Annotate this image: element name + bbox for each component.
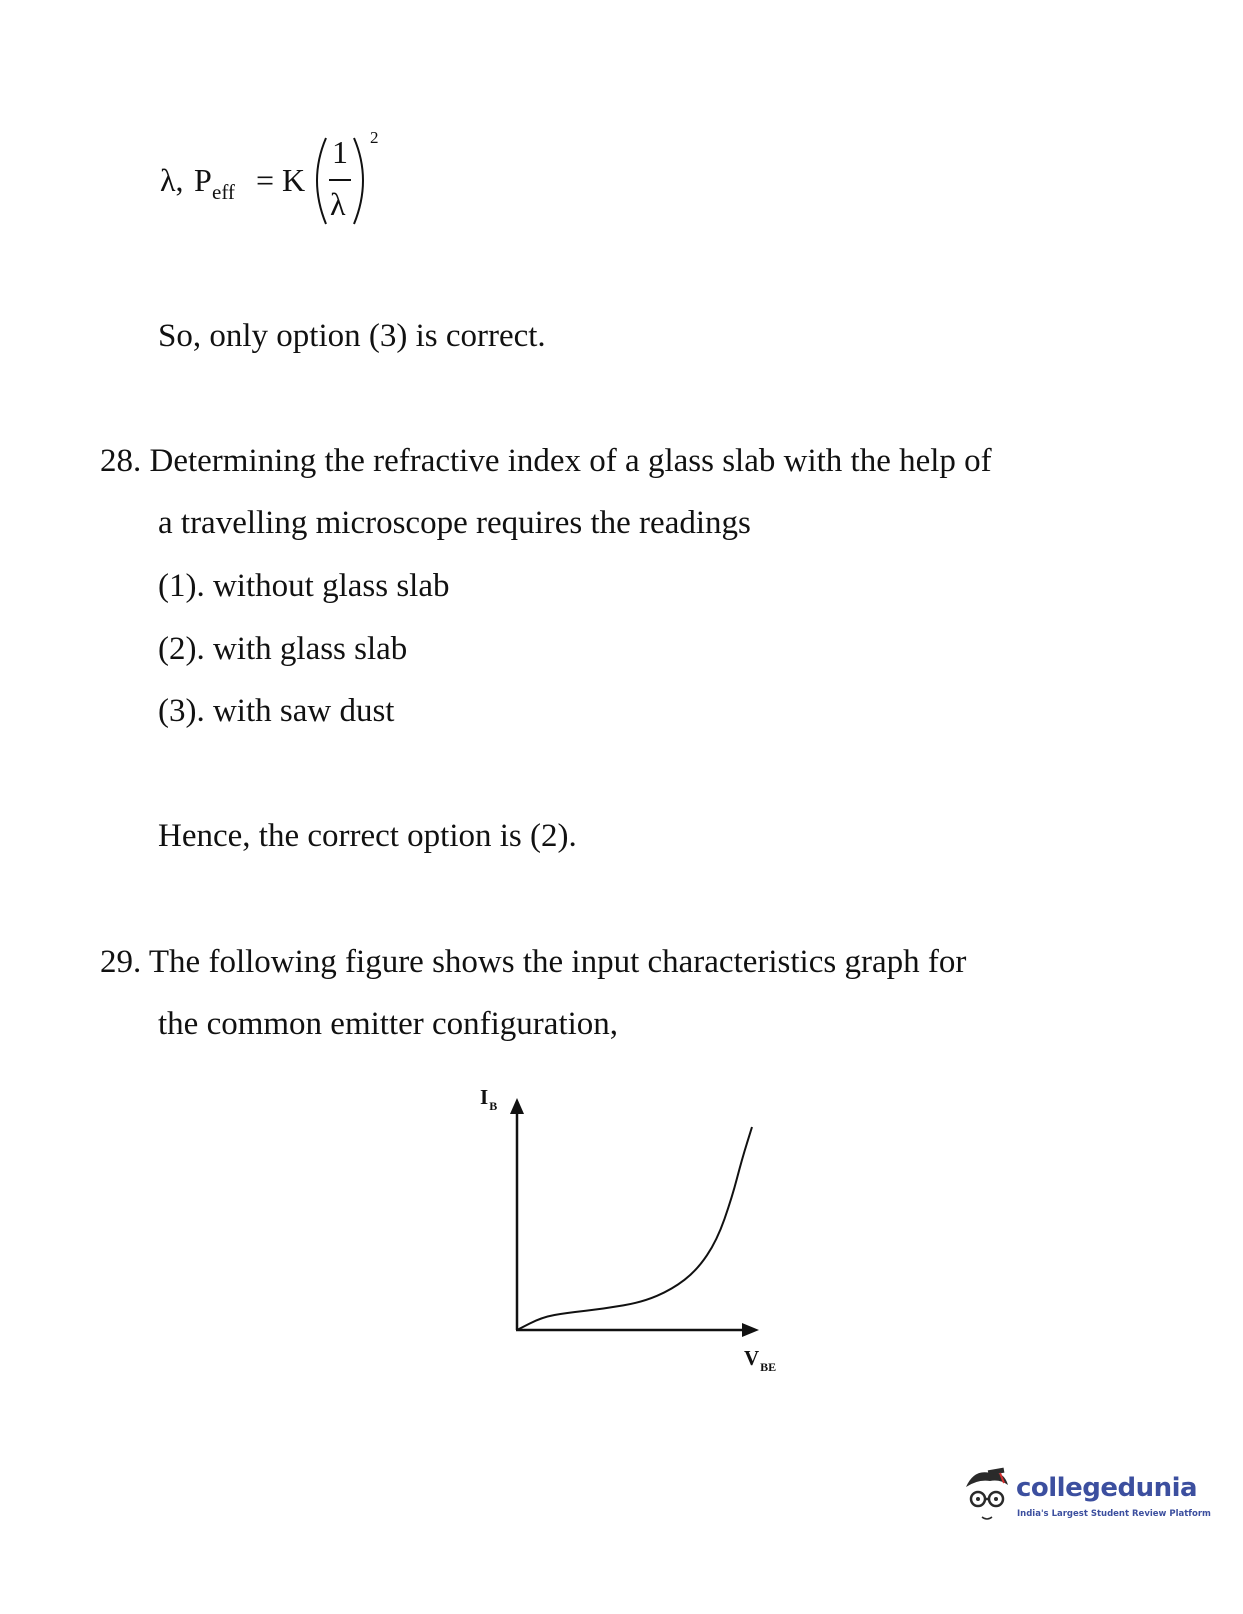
formula-denominator: λ: [330, 186, 346, 222]
question-28-option-1: (1). without glass slab: [158, 568, 450, 604]
question-29-line-1: 29. The following figure shows the input characteristics graph for: [100, 944, 967, 980]
x-axis-label-subscript: BE: [760, 1360, 777, 1374]
formula: [160, 128, 400, 238]
formula-exponent: 2: [370, 128, 379, 147]
graph-canvas: [470, 1080, 800, 1380]
y-axis-arrow: [510, 1098, 524, 1114]
logo-brand-text: collegedunia: [1016, 1473, 1198, 1503]
y-axis-label-subscript: B: [489, 1099, 498, 1113]
question-28-line-2: a travelling microscope requires the readings: [158, 505, 751, 541]
answer-27: So, only option (3) is correct.: [158, 318, 546, 354]
formula-p-subscript: eff: [212, 180, 235, 204]
formula-numerator: 1: [332, 134, 348, 170]
answer-28: Hence, the correct option is (2).: [158, 818, 577, 854]
characteristic-curve: [517, 1127, 752, 1330]
question-28-option-3: (3). with saw dust: [158, 693, 395, 729]
formula-brackets: [160, 128, 400, 238]
logo-tagline: India's Largest Student Review Platform: [1017, 1509, 1211, 1519]
question-29-line-2: the common emitter configuration,: [158, 1006, 619, 1042]
question-28-line-1: 28. Determining the refractive index of a glass slab with the help of: [100, 443, 992, 479]
y-axis-label: $I_B$: [480, 1085, 498, 1113]
formula-equals-k: = K: [256, 162, 306, 198]
formula-lambda: λ,: [160, 162, 184, 198]
x-axis-label: $V_{BE}$: [744, 1346, 777, 1374]
x-axis-arrow: [742, 1323, 759, 1337]
characteristics-graph: [470, 1080, 800, 1380]
question-28-option-2: (2). with glass slab: [158, 631, 408, 667]
formula-p: P: [194, 162, 212, 198]
collegedunia-logo: [960, 1465, 1211, 1535]
mascot-icon: [960, 1465, 1016, 1535]
